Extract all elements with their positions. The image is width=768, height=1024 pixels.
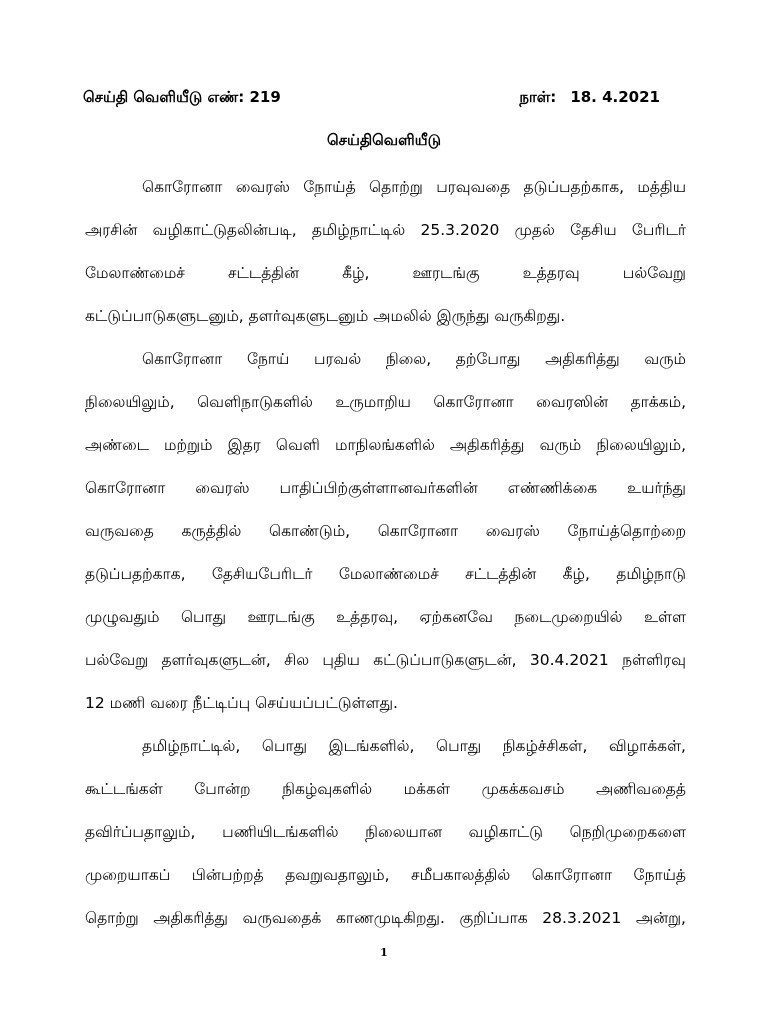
paragraph-line: தமிழ்நாட்டில், பொது இடங்களில், பொது நிகழ்ச்சிகள், விழாக்கள், bbox=[142, 737, 686, 755]
paragraph-line: முறையாகப் பின்பற்றத் தவறுவதாலும், சமீபகாலத்தில் கொரோனா நோய்த் bbox=[85, 866, 686, 884]
paragraph-line: கூட்டங்கள் போன்ற நிகழ்வுகளில் மக்கள் முகக்கவசம் அணிவதைத் bbox=[85, 780, 686, 798]
page-number: 1 bbox=[380, 946, 388, 959]
paragraph-line: முழுவதும் பொது ஊரடங்கு உத்தரவு, ஏற்கனவே நடைமுறையில் உள்ள bbox=[85, 608, 686, 626]
paragraph-line: தடுப்பதற்காக, தேசியபேரிடர் மேலாண்மைச் சட்டத்தின் கீழ், தமிழ்நாடு bbox=[85, 565, 686, 583]
paragraph-line: 12 மணி வரை நீட்டிப்பு செய்யப்பட்டுள்ளது. bbox=[85, 694, 398, 712]
release-number: செய்தி வெளியீடு எண்: 219 bbox=[83, 88, 281, 106]
paragraph-line: தொற்று அதிகரித்து வருவதைக் காணமுடிகிறது. குறிப்பாக 28.3.2021 அன்று, bbox=[85, 909, 686, 927]
paragraph-line: கொரோனா வைரஸ் பாதிப்பிற்குள்ளானவர்களின் எண்ணிக்கை உயர்ந்து bbox=[85, 479, 686, 497]
paragraph-line: மேலாண்மைச் சட்டத்தின் கீழ், ஊரடங்கு உத்தரவு பல்வேறு bbox=[85, 264, 686, 282]
paragraph-line: பல்வேறு தளர்வுகளுடன், சில புதிய கட்டுப்பாடுகளுடன், 30.4.2021 நள்ளிரவு bbox=[85, 651, 686, 669]
paragraph-line: அண்டை மற்றும் இதர வெளி மாநிலங்களில் அதிகரித்து வரும் நிலையிலும், bbox=[85, 436, 686, 454]
document-title: செய்திவெளியீடு bbox=[327, 131, 441, 149]
paragraph-line: வருவதை கருத்தில் கொண்டும், கொரோனா வைரஸ் நோய்த்தொற்றை bbox=[85, 522, 686, 540]
paragraph-line: அரசின் வழிகாட்டுதலின்படி, தமிழ்நாட்டில் 25.3.2020 முதல் தேசிய பேரிடர் bbox=[85, 221, 686, 239]
date-label: நாள்: bbox=[519, 88, 557, 106]
paragraph-line: நிலையிலும், வெளிநாடுகளில் உருமாறிய கொரோனா வைரஸின் தாக்கம், bbox=[85, 393, 686, 411]
paragraph-line: கொரோனா நோய் பரவல் நிலை, தற்போது அதிகரித்து வரும் bbox=[142, 350, 686, 368]
header-row bbox=[83, 86, 660, 110]
paragraph-line: தவிர்ப்பதாலும், பணியிடங்களில் நிலையான வழிகாட்டு நெறிமுறைகளை bbox=[85, 823, 686, 841]
release-date bbox=[519, 88, 660, 108]
paragraph-line: கட்டுப்பாடுகளுடனும், தளர்வுகளுடனும் அமலில் இருந்து வருகிறது. bbox=[85, 307, 566, 325]
paragraph-line: கொரோனா வைரஸ் நோய்த் தொற்று பரவுவதை தடுப்பதற்காக, மத்திய bbox=[142, 178, 686, 196]
date-value: 18. 4.2021 bbox=[570, 88, 660, 106]
